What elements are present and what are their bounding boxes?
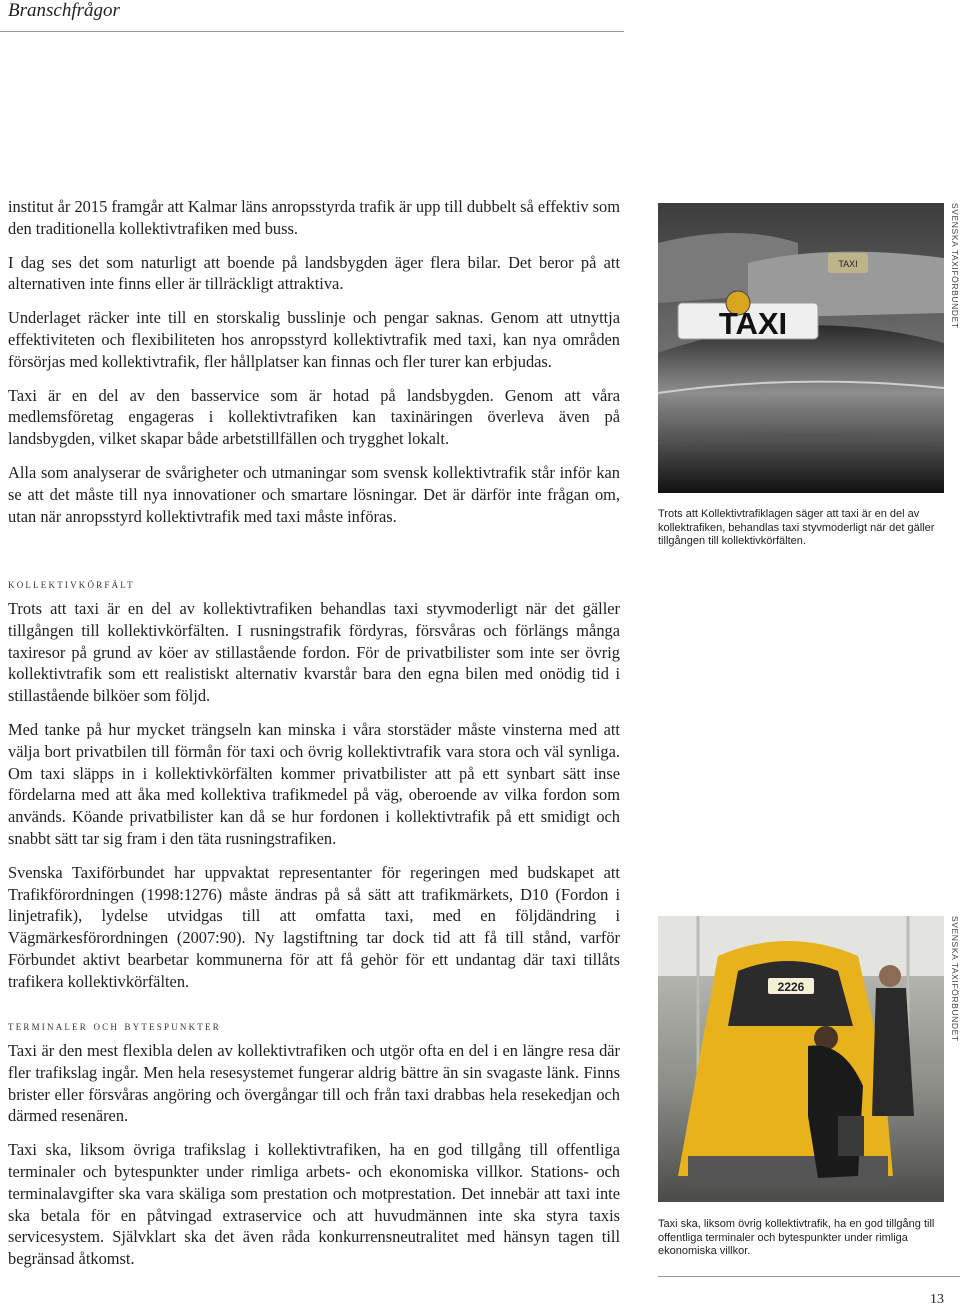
taxi-number-text: 2226 xyxy=(777,980,805,994)
header-rule xyxy=(0,31,624,32)
section-intro xyxy=(8,196,620,539)
paragraph: Med tanke på hur mycket trängseln kan minska i våra storstäder måste vinsterna med att välja bort privatbilen till förmån för taxi och övrig kollektivtrafik vara stora och väl synliga. Om taxi släpps in i kollektivkörfälten kommer privatbilister att på ett synbart sätt inse fördelarna med att åka med kollektiva trafikmedel på väg, oberoende av vilka fordon som används. Köande privatbilister kan då se hur fordonen i kollektivtrafik på ett smidigt och snabbt sätt tar sig fram i den täta rusningstrafiken. xyxy=(8,719,620,848)
paragraph: institut år 2015 framgår att Kalmar läns anropsstyrda trafik är upp till dubbelt så effektiv som den traditionella kollektivtrafiken med buss. xyxy=(8,197,620,238)
section-heading: terminaler och bytespunkter xyxy=(8,1018,221,1033)
suitcase xyxy=(838,1116,864,1156)
footer-rule xyxy=(658,1276,960,1277)
paragraph: Alla som analyserar de svårigheter och utmaningar som svensk kollektivtrafik står inför kan se att det måste till nya innovationer och smartare lösningar. Det är därför inte frågan om, utan när anropsstyrd kollektivtrafik med taxi måste införas. xyxy=(8,462,620,526)
photo-taxi-loading xyxy=(658,916,944,1202)
paragraph: Taxi är den mest flexibla delen av kollektivtrafiken och utgör ofta en del i en längre resa där fler trafikslag ingår. Men hela resesystemet fungerar aldrig bättre än sin svagaste länk. Finns brister eller försvåras angöring och övergångar till och från taxi drabbas hela resekedjan och därmed resenären. xyxy=(8,1041,620,1126)
paragraph: Svenska Taxiförbundet har uppvaktat representanter för regeringen med budskapet att Trafikförordningen (1998:1276) måste ändras på så sätt att trafikmärkets, D10 (Fordon i linjetrafik), lydelse utvidgas till att omfatta taxi, med en följdändring i Vägmärkesförordningen (2007:90). Ny lagstiftning tar dock tid att få till stånd, varför Förbundet aktivt bearbetar kommunerna för att få gehör för ett undantag där taxi tillåts trafikera kollektivkörfälten. xyxy=(8,862,620,991)
figure-caption: Taxi ska, liksom övrig kollektivtrafik, ha en god tillgång till offentliga terminaler och bytespunkter under rimliga ekonomiska villkor. xyxy=(658,1218,935,1258)
running-header: Branschfrågor xyxy=(8,0,120,21)
section-heading: kollektivkörfält xyxy=(8,576,135,591)
taxi-loading-illustration xyxy=(658,916,944,1202)
paragraph: Taxi ska, liksom övriga trafikslag i kollektivtrafiken, ha en god tillgång till offentliga terminaler och bytespunkter under rimliga arbets- och ekonomiska villkor. Stations- och terminalavgifter ska vara skäliga som prestation och motprestation. Det innebär att taxi inte ska betala för en påtvingad extraservice och att huvudmännen inte ska styra taxis servicesystem. Självklart ska det även råda konkurrensneutralitet med hänsyn tagen till begränsad åtkomst. xyxy=(8,1140,620,1269)
paragraph: Trots att taxi är en del av kollektivtrafiken behandlas taxi styvmoderligt när det gäller tillgången till kollektivkörfälten. I rusningstrafik fördyras, försvåras och förlängs många taxiresor på grund av köer av stillastående fordon. För de privatbilister som inte ser övrig kollektivtrafik som ett realistiskt alternativ kvarstår bara den egna bilen med onödig tid i stillastående bilköer som följd. xyxy=(8,599,620,706)
taxi-rank-illustration xyxy=(658,203,944,493)
roof-sign-text: TAXI xyxy=(838,259,858,269)
photo-credit: SVENSKA TAXIFÖRBUNDET xyxy=(950,203,960,329)
taxi-sign-text: TAXI xyxy=(718,306,788,341)
paragraph: Underlaget räcker inte till en storskalig busslinje och pengar saknas. Genom att utnyttja effektiviteten och flexibiliteten hos anropsstyrd kollektivtrafik med taxi, kan nya områden försörjas med kollektivtrafik, fler hållplatser kan finnas och fler turer kan erbjudas. xyxy=(8,308,620,371)
section-kollektivkorfalt xyxy=(8,576,620,1005)
page-number: 13 xyxy=(930,1292,944,1307)
figure-caption: Trots att Kollektivtrafiklagen säger att taxi är en del av kollektrafiken, behandlas taxi styvmoderligt när det gäller tillgången till kollektivkörfälten. xyxy=(658,508,935,548)
paragraph: Taxi är en del av den basservice som är hotad på landsbygden. Genom att våra medlemsföretag engageras i kollektivtrafiken kan taxinäringen överleva även på landsbygden, vilket skapar både arbetstillfällen och trygghet lokalt. xyxy=(8,385,620,449)
photo-taxi-rank xyxy=(658,203,944,493)
section-terminaler xyxy=(8,1018,620,1282)
photo-credit: SVENSKA TAXIFÖRBUNDET xyxy=(950,916,960,1042)
paragraph: I dag ses det som naturligt att boende på landsbygden äger flera bilar. Det beror på att alternativen inte finns eller är tillräckligt attraktiva. xyxy=(8,252,620,294)
bystander-head xyxy=(879,965,901,987)
